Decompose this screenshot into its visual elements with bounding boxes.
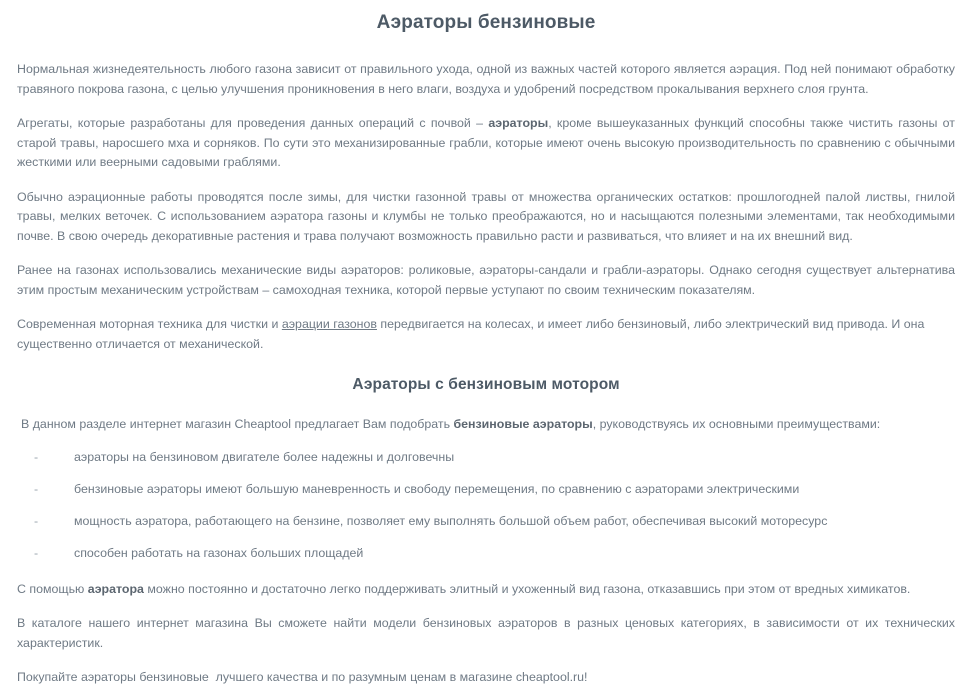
bullet-marker-icon: - — [34, 481, 39, 496]
paragraph-aeration-works: Обычно аэрационные работы проводятся после зимы, для чистки газонной травы от множества органических остатков: прошлогодней палой листвы, гнилой травы, мелких веточек. С использованием аэратора газоны и клумбы не только преображаются, но и насыщаются полезными элементами, так необходимыми почве. В свою очередь декоративные растения и трава получают возможность правильно расти и развиваться, что влияет и на их внешний вид. — [17, 189, 955, 243]
list-item-label: способен работать на газонах больших площадей — [74, 545, 364, 560]
paragraph-aggregates — [17, 99, 955, 173]
bullet-marker-icon: - — [34, 545, 39, 560]
list-item-label: бензиновые аэраторы имеют большую маневренность и свободу перемещения, по сравнению с аэраторами электрическими — [74, 481, 800, 496]
list-item-label: аэраторы на бензиновом двигателе более надежны и долговечны — [74, 449, 455, 464]
list-item — [17, 499, 955, 531]
bullet-marker-icon: - — [34, 449, 39, 464]
bold-term-aerator: аэратора — [87, 581, 144, 596]
paragraph-shop-intro — [17, 401, 955, 435]
bold-term-petrol-aerators: бензиновые аэраторы — [453, 417, 593, 431]
bullet-marker-icon: - — [34, 513, 39, 528]
section-title: Аэраторы с бензиновым мотором — [352, 376, 620, 393]
paragraph-shop-text-after: , руководствуясь их основными преимуществами: — [592, 417, 881, 431]
list-item — [17, 531, 955, 563]
advantages-list — [17, 435, 955, 563]
paragraph-catalog: В каталоге нашего интернет магазина Вы сможете найти модели бензиновых аэраторов в разных ценовых категориях, в зависимости от их технических характеристик. — [17, 616, 955, 650]
paragraph-mechanical-types: Ранее на газонах использовались механические виды аэраторов: роликовые, аэраторы-сандали и грабли-аэраторы. Однако сегодня существует альтернатива этим простым механическим устройствам – самоходная техника, которой первые уступают по своим техническим показателям. — [17, 263, 955, 297]
paragraph-call-to-action: Покупайте аэраторы бензиновые лучшего качества и по разумным ценам в магазине cheaptool.ru! — [17, 670, 588, 684]
paragraph-shop-text-before: В данном разделе интернет магазин Cheaptool предлагает Вам подобрать — [21, 417, 454, 431]
paragraph-with-aerator — [17, 563, 955, 600]
link-lawn-aeration[interactable]: аэрации газонов — [281, 317, 377, 331]
list-item — [17, 467, 955, 499]
paragraph-with-aerator-text-after: можно постоянно и достаточно легко поддерживать элитный и ухоженный вид газона, отказавшись при этом от вредных химикатов. — [143, 581, 911, 596]
list-item — [17, 435, 955, 467]
paragraph-modern-technique — [17, 300, 955, 354]
paragraph-modern-text-before: Современная моторная техника для чистки и — [17, 317, 282, 331]
bold-term-aerators: аэраторы — [488, 116, 549, 130]
paragraph-intro-aeration: Нормальная жизнедеятельность любого газона зависит от правильного ухода, одной из важных частей которого является аэрация. Под ней понимают обработку травяного покрова газона, с целью улучшения проникновения в него влаги, воздуха и удобрений посредством прокалывания верхнего слоя грунта. — [17, 62, 955, 96]
paragraph-aggregates-text-before: Агрегаты, которые разработаны для проведения данных операций с почвой – — [17, 116, 489, 130]
paragraph-modern-text-after: передвигается на колесах, и имеет либо бензиновый, либо электрический вид привода. И она существенно отличается от механической. — [17, 317, 925, 351]
page-title: Аэраторы бензиновые — [376, 12, 596, 33]
paragraph-with-aerator-text-before: С помощью — [17, 581, 88, 596]
paragraph-aggregates-text-after: , кроме вышеуказанных функций способны также чистить газоны от старой травы, наросшего мха и сорняков. По сути это механизированные грабли, которые имеют очень высокую производительность по сравнению с обычными жесткими или веерными садовыми граблями. — [17, 116, 955, 169]
list-item-label: мощность аэратора, работающего на бензине, позволяет ему выполнять большой объем работ, обеспечивая высокий моторесурс — [74, 513, 828, 528]
